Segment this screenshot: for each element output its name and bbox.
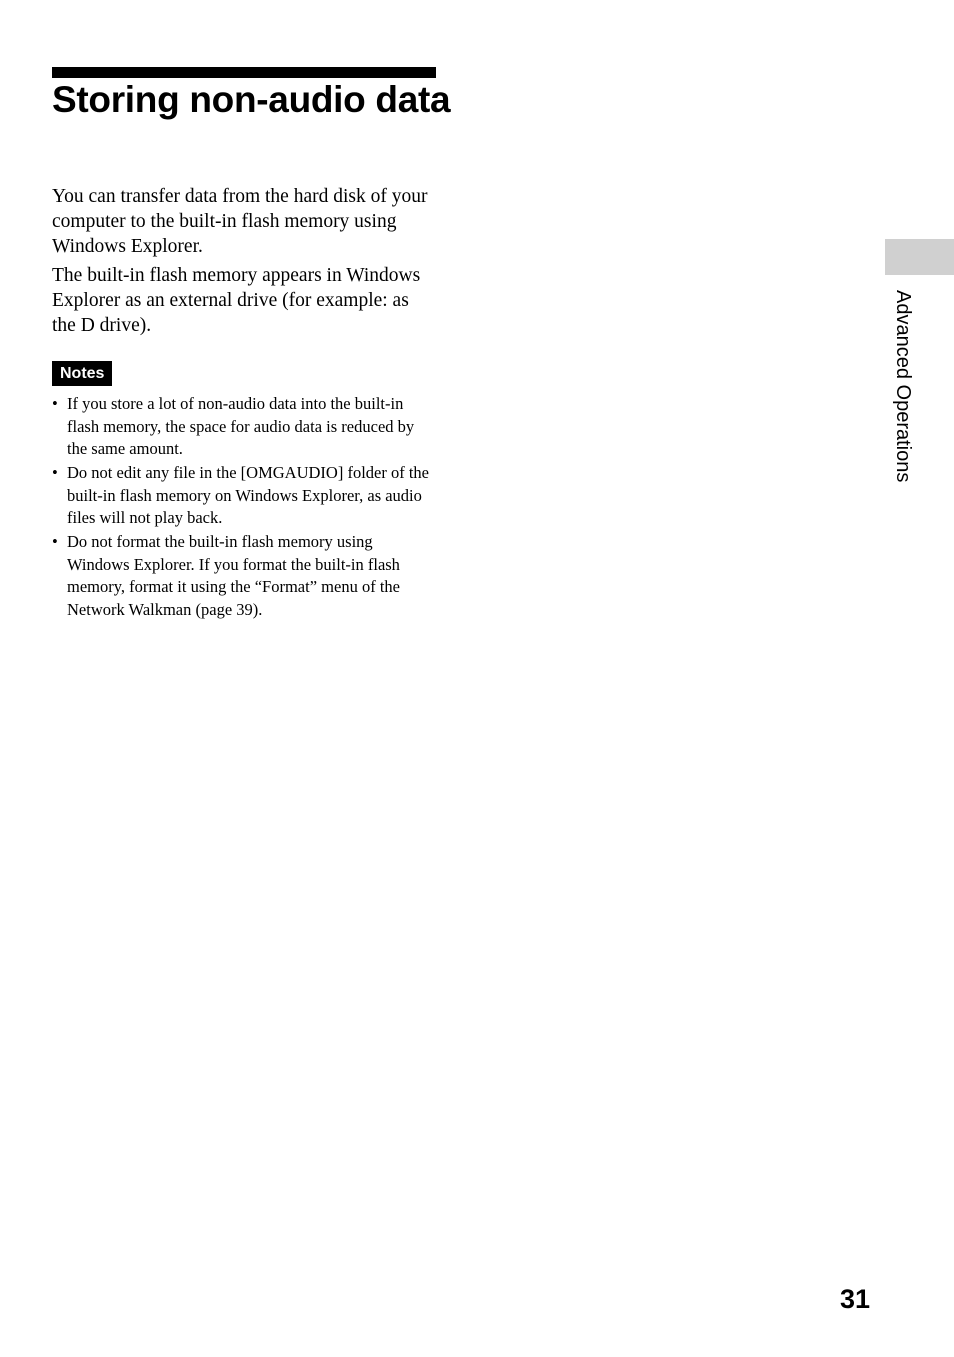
bullet-icon: • — [52, 463, 58, 482]
section-label: Advanced Operations — [892, 290, 914, 483]
intro-paragraph: You can transfer data from the hard disk of your computer to the built-in flash memory using Windows Explorer. — [52, 186, 428, 257]
note-item — [52, 462, 436, 530]
notes-list — [52, 393, 436, 623]
note-text: If you store a lot of non-audio data into the built-in flash memory, the space for audio data is reduced by the same amount. — [67, 394, 415, 458]
page-number: 31 — [839, 1284, 870, 1314]
bullet-icon: • — [52, 532, 58, 551]
body-text — [52, 184, 436, 342]
note-text: Do not edit any file in the [OMGAUDIO] folder of the built-in flash memory on Windows Explorer, as audio files will not play back. — [67, 463, 429, 527]
note-text: Do not format the built-in flash memory using Windows Explorer. If you format the built-in flash memory, format it using the “Format” menu of the Network Walkman (page 39). — [67, 532, 400, 619]
notes-label: Notes — [52, 361, 112, 386]
drive-paragraph: The built-in flash memory appears in Windows Explorer as an external drive (for example: as the D drive). — [52, 265, 421, 336]
title-rule — [52, 67, 436, 78]
bullet-icon: • — [52, 394, 58, 413]
note-item — [52, 393, 436, 461]
note-item — [52, 531, 436, 621]
section-tab — [885, 239, 954, 275]
page-title: Storing non-audio data — [52, 79, 451, 120]
